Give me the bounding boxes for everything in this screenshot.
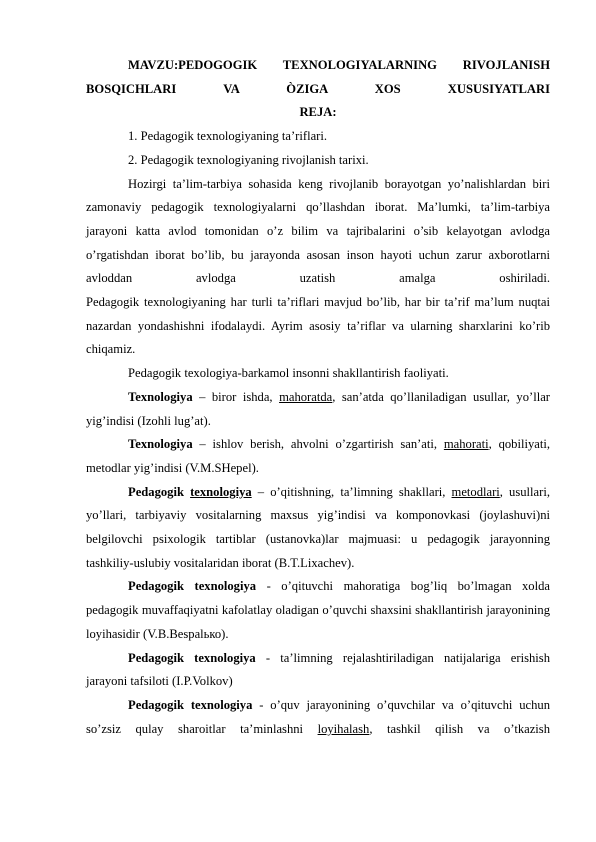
definition-3-text-b: , usullari, yo’llari, tarbiyaviy vositalarning maxsus yig’indisi va komponovkasi (joylashuvi)ni belgilovchi psixologik tartiblar (ustanovka)lar majmuasi: u pedagogik jarayonning tashkiliy-uslubiy vositalaridan iborat (B.T.Lixachev). xyxy=(86,484,550,570)
plan-item-1: 1. Pedagogik texnologiyaning ta’riflari. xyxy=(128,129,328,144)
definition-4-term: Pedagogik texnologiya xyxy=(128,579,257,594)
title-line-2: BOSQICHLARI VA ÒZIGA XOS XUSUSIYATLARI xyxy=(86,81,550,96)
definition-6-text-a: - o’quv jarayonining o’quvchilar va o’qituvchi uchun so’zsiz qulay sharoitlar ta’minlashni xyxy=(86,697,550,736)
definition-2-text-b: , qobiliyati, metodlar yig’indisi (V.M.SHepel). xyxy=(86,437,551,475)
definition-4-text: - o’qituvchi mahoratiga bog’liq bo’lmagan xolda pedagogik muvaffaqiyatni kafolatlay oladigan o’quvchi shaxsini shakllantirish jarayonining loyihasidir (V.B.Bespalько). xyxy=(86,579,550,641)
definition-6-term: Pedagogik texnologiya xyxy=(128,697,253,712)
intro-paragraph: Hozirgi ta’lim-tarbiya sohasida keng rivojlanib borayotgan yo’nalishlardan biri zamonaviy pedagogik texnologiyalarni qo’llashdan iborat. Ma’lumki, ta’lim-tarbiya jarayoni katta avlod tomonidan o’z bilim va tajribalarini o’sib kelayotgan avlodga o’rgatishdan iborat bo’lib, bu jarayonda asosan inson hayoti uchun zarur axborotlarni avloddan avlodga uzatish amalga oshiriladi. xyxy=(86,176,550,286)
definition-1-term: Texnologiya xyxy=(128,389,193,404)
definition-6 xyxy=(86,694,550,741)
definition-6-text-b: , tashkil qilish va o’tkazish xyxy=(369,721,550,736)
title-line-1: MAVZU:PEDOGOGIK TEXNOLOGIYALARNING RIVOJLANISH xyxy=(128,58,550,72)
definition-6-link-loyihalash[interactable]: loyihalash xyxy=(317,721,370,736)
definition-1-text-a: – biror ishda, xyxy=(192,389,280,404)
definition-3-link-texnologiya[interactable]: texnologiya xyxy=(190,484,252,499)
definition-0: Pedagogik texologiya-barkamol insonni shakllantirish faoliyati. xyxy=(128,366,449,381)
definition-4 xyxy=(86,575,550,646)
definition-5-term: Pedagogik texnologiya xyxy=(128,650,256,665)
definition-2-link-mahorati[interactable]: mahorati xyxy=(443,437,489,452)
definition-2-term: Texnologiya xyxy=(128,437,193,452)
definition-1-link-mahoratda[interactable]: mahoratda xyxy=(279,389,333,404)
definition-2 xyxy=(86,433,550,480)
definition-3-term-a: Pedagogik xyxy=(128,484,191,499)
definition-3 xyxy=(86,481,550,576)
intro-paragraph-continued: Pedagogik texnologiyaning har turli ta’riflari mavjud bo’lib, har bir ta’rif ma’lum nuqtai nazardan yondashishni ifodalaydi. Ayrim asosiy ta’riflar va ularning sharxlarini ko’rib chiqamiz. xyxy=(86,295,550,357)
definition-2-text-a: – ishlov berish, ahvolni o’zgartirish san’ati, xyxy=(192,437,444,452)
plan-heading: REJA: xyxy=(299,105,337,120)
definition-5 xyxy=(86,647,550,694)
document-page xyxy=(86,54,550,741)
definition-3-text-a: – o’qitishning, ta’limning shakllari, xyxy=(251,484,452,499)
definition-1 xyxy=(86,386,550,433)
definition-3-link-metodlari[interactable]: metodlari xyxy=(451,484,500,499)
definition-5-text: - ta’limning rejalashtiriladigan natijalariga erishish jarayoni tafsiloti (I.P.Volkov) xyxy=(86,650,550,689)
definition-1-text-b: , san’atda qo’llaniladigan usullar, yo’llar yig’indisi (Izohli lug’at). xyxy=(86,389,550,428)
plan-item-2: 2. Pedagogik texnologiyaning rivojlanish tarixi. xyxy=(128,152,369,167)
